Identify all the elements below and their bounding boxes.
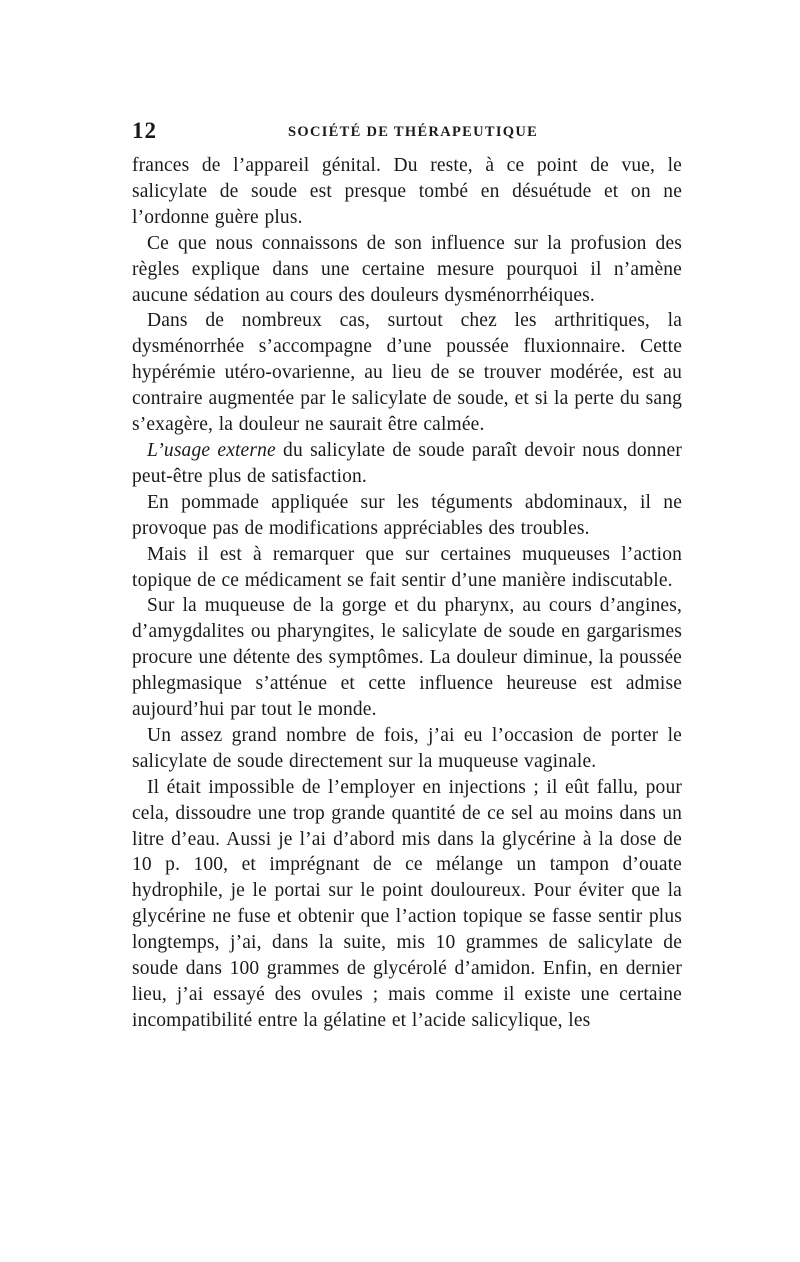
paragraph-text: Dans de nombreux cas, surtout chez les arthritiques, la dysménorrhée s’accompagne d’une poussée fluxionnaire. Cette hypérémie utéro-ovarienne, au lieu de se trouver modérée, est au contraire augmentée par le salicylate de soude, et si la perte du sang s’exagère, la douleur ne saurait être calmée. xyxy=(132,310,682,436)
paragraph-text: Mais il est à remarquer que sur certaines muqueuses l’action topique de ce médicament se fait sentir d’une manière indiscutable. xyxy=(132,543,682,591)
paragraph xyxy=(132,775,682,1034)
paragraph xyxy=(132,231,682,309)
paragraph-text: En pommade appliquée sur les téguments abdominaux, il ne provoque pas de modifications appréciables des troubles. xyxy=(132,491,682,539)
body-text xyxy=(132,153,682,1034)
paragraph xyxy=(132,723,682,775)
running-head-title: SOCIÉTÉ DE THÉRAPEUTIQUE xyxy=(288,124,539,140)
paragraph xyxy=(132,308,682,438)
paragraph xyxy=(132,593,682,723)
running-head xyxy=(132,118,682,146)
paragraph xyxy=(132,542,682,594)
paragraph-text: Ce que nous connaissons de son influence sur la profusion des règles explique dans une certaine mesure pourquoi il n’amène aucune sédation au cours des douleurs dysménorrhéiques. xyxy=(132,232,682,306)
paragraph xyxy=(132,490,682,542)
paragraph-text: Il était impossible de l’employer en injections ; il eût fallu, pour cela, dissoudre une trop grande quantité de ce sel au moins dans un litre d’eau. Aussi je l’ai d’abord mis dans la glycérine à la dose de 10 p. 100, et imprégnant de ce mélange un tampon d’ouate hydrophile, je le portai sur le point douloureux. Pour éviter que la glycérine ne fuse et obtenir que l’action topique se fasse sentir plus longtemps, j’ai, dans la suite, mis 10 grammes de salicylate de soude dans 100 grammes de glycérolé d’amidon. Enfin, en dernier lieu, j’ai essayé des ovules ; mais comme il existe une certaine incompatibilité entre la gélatine et l’acide salicylique, les xyxy=(132,776,682,1031)
paragraph-text: frances de l’appareil génital. Du reste, à ce point de vue, le salicylate de soude est presque tombé en désuétude et on ne l’ordonne guère plus. xyxy=(132,155,682,228)
paragraph xyxy=(132,438,682,490)
paragraph-text: du salicylate de soude paraît devoir nous donner peut-être plus de satisfaction. xyxy=(132,439,682,487)
paragraph-continued xyxy=(132,153,682,231)
paragraph-text: Sur la muqueuse de la gorge et du pharynx, au cours d’angines, d’amygdalites ou pharyngites, le salicylate de soude en gargarismes procure une détente des symptômes. La douleur diminue, la poussée phlegmasique s’atténue et cette influence heureuse est admise aujourd’hui par tout le monde. xyxy=(132,595,682,721)
page-number: 12 xyxy=(132,118,157,143)
paragraph-text: Un assez grand nombre de fois, j’ai eu l’occasion de porter le salicylate de soude directement sur la muqueuse vaginale. xyxy=(132,724,682,772)
italic-phrase: L’usage externe xyxy=(147,439,276,461)
